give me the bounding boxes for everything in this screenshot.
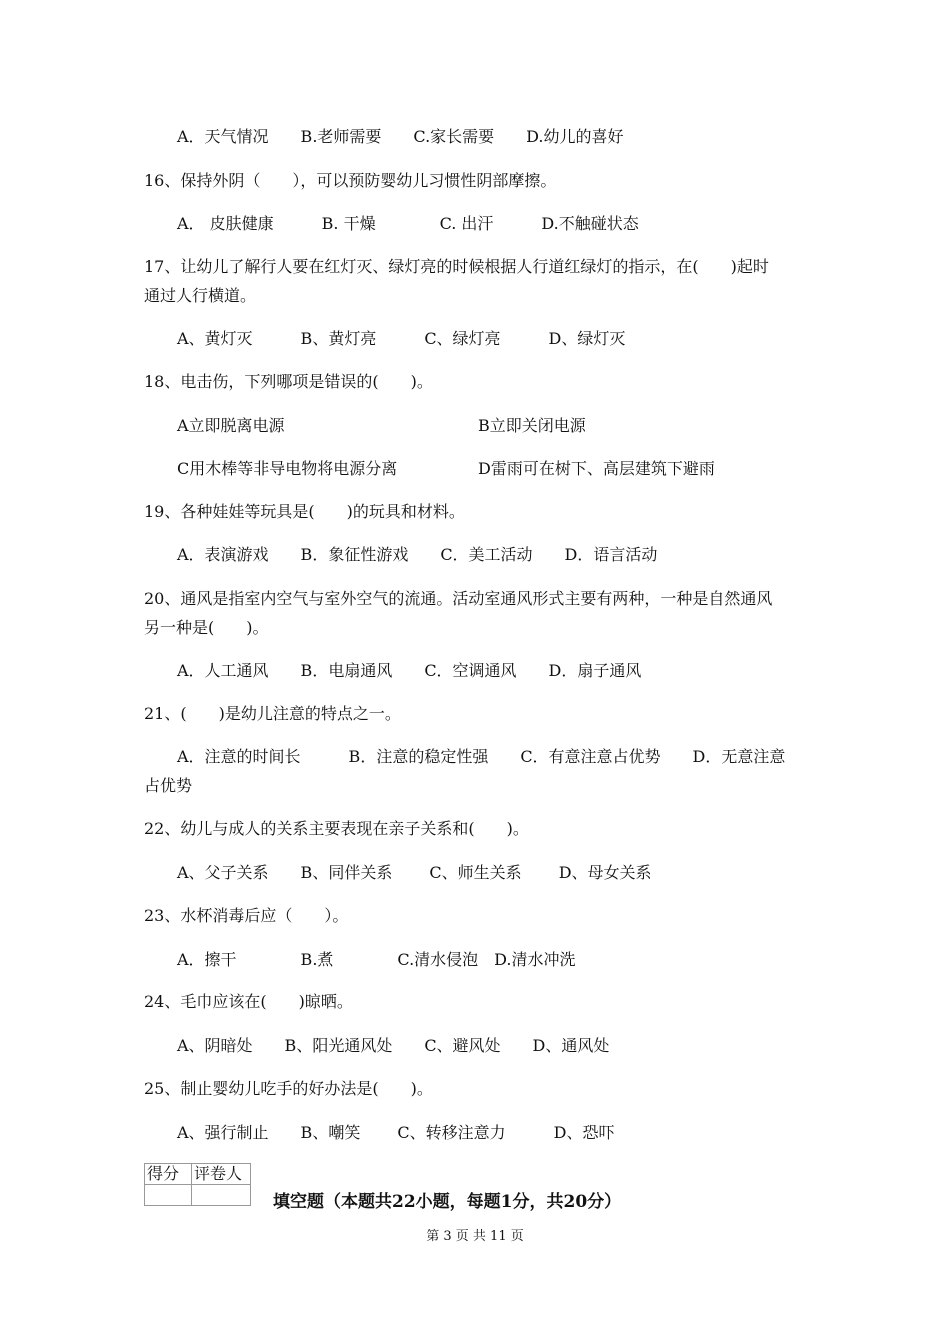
q18-option-d: D雷雨可在树下、高层建筑下避雨: [478, 459, 715, 478]
score-header: 得分: [145, 1164, 192, 1185]
q25-stem: 25、制止婴幼儿吃手的好办法是( )。: [144, 1079, 433, 1098]
grader-header: 评卷人: [192, 1164, 251, 1185]
q21-options-line1: A．注意的时间长 B．注意的稳定性强 C．有意注意占优势 D．无意注意: [177, 747, 786, 766]
q17-stem-line1: 17、让幼儿了解行人要在红灯灭、绿灯亮的时候根据人行道红绿灯的指示，在( )起时: [144, 257, 769, 276]
q23-stem: 23、水杯消毒后应（ ）。: [144, 906, 349, 925]
q20-stem-line1: 20、通风是指室内空气与室外空气的流通。活动室通风形式主要有两种，一种是自然通风: [144, 589, 773, 608]
score-table-header-row: [145, 1164, 251, 1185]
q24-options: A、阴暗处 B、阳光通风处 C、避风处 D、通风处: [177, 1036, 610, 1055]
score-table: [144, 1163, 251, 1206]
q20-stem-line2: 另一种是( )。: [144, 618, 269, 637]
q15-options: A．天气情况 B.老师需要 C.家长需要 D.幼儿的喜好: [177, 127, 624, 146]
q21-stem: 21、( )是幼儿注意的特点之一。: [144, 704, 401, 723]
q17-stem-line2: 通过人行横道。: [144, 286, 257, 305]
q22-stem: 22、幼儿与成人的关系主要表现在亲子关系和( )。: [144, 819, 529, 838]
q23-options: A．擦干 B.煮 C.清水侵泡 D.清水冲洗: [177, 950, 576, 969]
q20-options: A．人工通风 B．电扇通风 C．空调通风 D．扇子通风: [177, 661, 642, 680]
q18-stem: 18、电击伤，下列哪项是错误的( )。: [144, 372, 433, 391]
q21-options-line2: 占优势: [144, 776, 193, 795]
page-footer: 第 3 页 共 11 页: [426, 1229, 524, 1244]
q22-options: A、父子关系 B、同伴关系 C、师生关系 D、母女关系: [177, 863, 652, 882]
q19-options: A．表演游戏 B．象征性游戏 C．美工活动 D．语言活动: [177, 545, 658, 564]
q24-stem: 24、毛巾应该在( )晾晒。: [144, 992, 353, 1011]
q25-options: A、强行制止 B、嘲笑 C、转移注意力 D、恐吓: [177, 1123, 615, 1142]
q17-options: A、黄灯灭 B、黄灯亮 C、绿灯亮 D、绿灯灭: [177, 329, 626, 348]
q18-option-a: A立即脱离电源: [177, 416, 285, 435]
q19-stem: 19、各种娃娃等玩具是( )的玩具和材料。: [144, 502, 465, 521]
grader-cell: [192, 1185, 251, 1206]
score-table-blank-row: [145, 1185, 251, 1206]
q16-options: A． 皮肤健康 B. 干燥 C. 出汗 D.不触碰状态: [177, 214, 639, 233]
q16-stem: 16、保持外阴（ ），可以预防婴幼儿习惯性阴部摩擦。: [144, 171, 557, 190]
q18-option-b: B立即关闭电源: [478, 416, 586, 435]
score-cell: [145, 1185, 192, 1206]
section-title: 填空题（本题共22小题，每题1分，共20分）: [273, 1192, 622, 1212]
q18-option-c: C用木棒等非导电物将电源分离: [177, 459, 398, 478]
